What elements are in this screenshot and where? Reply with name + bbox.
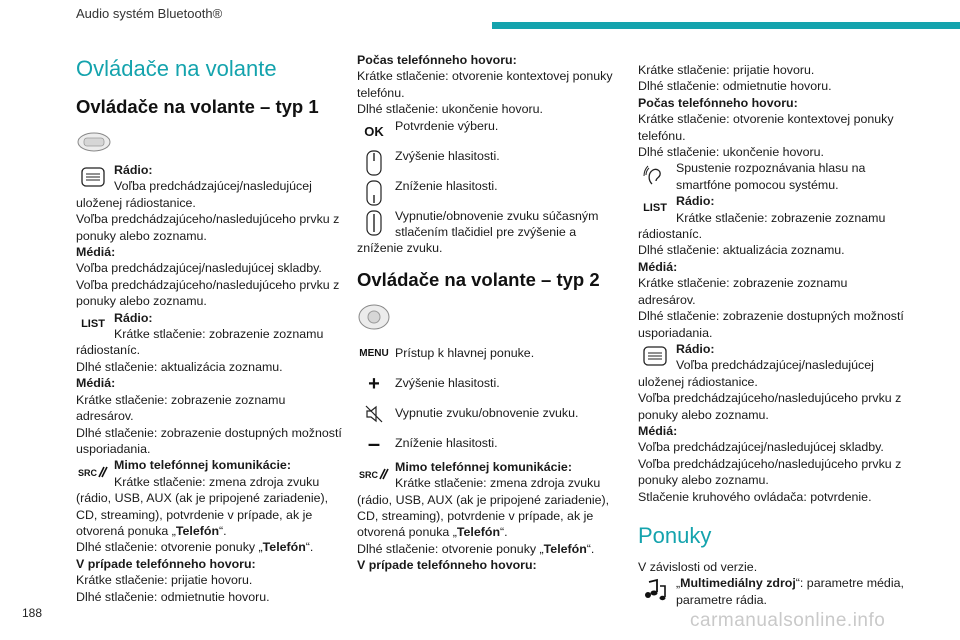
mute2-item <box>357 399 623 429</box>
header-accent-bar <box>492 22 960 29</box>
seek-rocker-icon <box>76 162 110 192</box>
minus-item <box>357 429 623 459</box>
volume-down-text: Zníženie hlasitosti. <box>395 178 498 193</box>
volume-up-item <box>357 148 623 178</box>
radio-line-1: Voľba predchádzajúcej/nasledujúcej uloženej rádiostanice. <box>76 179 312 210</box>
list-item <box>76 310 342 458</box>
list-media-line-1: Krátke stlačenie: zobrazenie zoznamu adresárov. <box>76 392 286 424</box>
version-text: V závislosti od verzie. <box>638 559 758 574</box>
menu-item <box>357 339 623 369</box>
svg-text:SRC: SRC <box>78 468 98 479</box>
volume-down-thumbwheel-icon <box>357 178 391 208</box>
page-header <box>0 0 960 34</box>
list3-radio-label: Rádio: <box>676 194 715 209</box>
section-title: Ovládače na volante <box>76 56 277 81</box>
menu-icon: MENU <box>359 347 389 359</box>
radio3-label: Rádio: <box>676 341 715 356</box>
during3-label: Počas telefónneho hovoru: <box>638 95 798 110</box>
src2-item <box>357 459 623 574</box>
knob-icon <box>638 341 672 371</box>
list3-radio-line-2: Dlhé stlačenie: aktualizácia zoznamu. <box>638 243 845 258</box>
menus-title: Ponuky <box>638 522 712 548</box>
src2-label: Mimo telefónnej komunikácie: <box>395 459 572 474</box>
media3-label: Médiá: <box>638 423 678 438</box>
list-radio-label: Rádio: <box>114 310 153 325</box>
minus-icon: – <box>367 430 381 456</box>
radio-line-2: Voľba predchádzajúceho/nasledujúceho prvku z ponuky alebo zoznamu. <box>76 212 340 243</box>
call-line-1: Krátke stlačenie: prijatie hovoru. <box>76 573 253 588</box>
volume-up-text: Zvýšenie hlasitosti. <box>395 148 500 163</box>
steering-controls-type2-icon <box>357 303 623 333</box>
list-icon: LIST <box>643 202 667 215</box>
src2-line-1-end: “. <box>500 525 508 540</box>
src2-line-2-end: “. <box>586 541 595 556</box>
list-radio-line-1: Krátke stlačenie: zobrazenie zoznamu rádiostaníc. <box>76 327 324 358</box>
src-line-1-end: “. <box>219 523 227 538</box>
page-number: 188 <box>22 606 43 620</box>
knob-item <box>638 341 904 505</box>
ok-text: Potvrdenie výberu. <box>395 118 499 133</box>
call3-line-2: Dlhé stlačenie: odmietnutie hovoru. <box>638 79 832 94</box>
list3-media-line-1: Krátke stlačenie: zobrazenie zoznamu adresárov. <box>638 276 848 307</box>
src2-line-1: Krátke stlačenie: zmena zdroja zvuku (rádio, USB, AUX (ak je pripojené zariadenie), CD, streaming), potvrdenie v prípade, ak je otvorená ponuka „ <box>357 476 610 540</box>
plus-icon: + <box>368 372 380 395</box>
media-line-2: Voľba predchádzajúceho/nasledujúceho prvku z ponuky alebo zoznamu. <box>76 277 340 309</box>
seek-rocker-item <box>76 162 342 310</box>
menu-text: Prístup k hlavnej ponuke. <box>395 345 535 360</box>
volume-down-item <box>357 178 623 208</box>
ok-icon: OK <box>364 124 384 140</box>
multimedia-text: “: parametre média, parametre rádia. <box>676 576 904 607</box>
src-item <box>76 457 342 605</box>
radio3-line-1: Voľba predchádzajúcej/nasledujúcej uloženej rádiostanice. <box>638 358 874 389</box>
voice-text: Spustenie rozpoznávania hlasu na smartfóne pomocou systému. <box>676 161 866 192</box>
media-label: Médiá: <box>76 245 116 260</box>
music-note-icon <box>638 575 672 605</box>
multimedia-term: Multimediálny zdroj <box>680 576 796 591</box>
call3-line-1: Krátke stlačenie: prijatie hovoru. <box>638 63 815 77</box>
src-icon <box>357 459 391 489</box>
list3-media-line-2: Dlhé stlačenie: zobrazenie dostupných možností usporiadania. <box>638 309 904 340</box>
src-line-2-end: “. <box>305 540 314 555</box>
radio-label: Rádio: <box>114 163 153 177</box>
list3-radio-line-1: Krátke stlačenie: zobrazenie zoznamu rádiostaníc. <box>638 210 886 242</box>
src-line-1: Krátke stlačenie: zmena zdroja zvuku (rádio, USB, AUX (ak je pripojené zariadenie), CD, streaming), potvrdenie v prípade, ak je otvorená ponuka „ <box>76 474 329 538</box>
column-2 <box>357 52 623 574</box>
media3-line-1: Voľba predchádzajúcej/nasledujúcej skladby. <box>638 440 884 455</box>
phone-term: Telefón <box>543 541 587 556</box>
src-label: Mimo telefónnej komunikácie: <box>114 458 291 473</box>
header-title: Audio systém Bluetooth® <box>76 6 223 21</box>
phone-term: Telefón <box>456 525 501 540</box>
media3-line-2: Voľba predchádzajúceho/nasledujúceho prvku z ponuky alebo zoznamu. <box>638 456 902 488</box>
radio3-line-2: Voľba predchádzajúceho/nasledujúceho prvku z ponuky alebo zoznamu. <box>638 391 902 422</box>
column-1 <box>76 52 342 605</box>
multimedia-open-quote: „ <box>676 576 681 591</box>
column-3 <box>638 62 904 608</box>
call-line-2: Dlhé stlačenie: odmietnutie hovoru. <box>76 589 270 604</box>
volume-up-thumbwheel-icon <box>357 148 391 178</box>
src2-line-2: Dlhé stlačenie: otvorenie ponuky „ <box>357 541 544 556</box>
multimedia-item <box>638 575 904 608</box>
media-line-1: Voľba predchádzajúcej/nasledujúcej skladby. <box>76 261 322 276</box>
during3-line-2: Dlhé stlačenie: ukončenie hovoru. <box>638 145 824 160</box>
speaker-mute-icon <box>357 399 391 429</box>
call2-label: V prípade telefónneho hovoru: <box>357 558 537 573</box>
mute-text: Vypnutie/obnovenie zvuku súčasným stlačením tlačidiel pre zvýšenie a zníženie zvuku. <box>357 208 599 256</box>
list-media-line-2: Dlhé stlačenie: zobrazenie dostupných možností usporiadania. <box>76 425 342 456</box>
watermark: carmanualsonline.info <box>690 610 886 631</box>
src-icon <box>76 457 110 487</box>
during3-line-1: Krátke stlačenie: otvorenie kontextovej ponuky telefónu. <box>638 112 894 143</box>
voice-item <box>638 160 904 193</box>
steering-controls-type1-icon <box>76 130 342 156</box>
call-label: V prípade telefónneho hovoru: <box>76 556 256 571</box>
ok-item <box>357 118 623 148</box>
mute2-text: Vypnutie zvuku/obnovenie zvuku. <box>395 405 579 420</box>
during-call-label: Počas telefónneho hovoru: <box>357 53 517 67</box>
list-radio-line-2: Dlhé stlačenie: aktualizácia zoznamu. <box>76 359 283 374</box>
src-line-2: Dlhé stlačenie: otvorenie ponuky „ <box>76 540 263 555</box>
minus-text: Zníženie hlasitosti. <box>395 435 498 450</box>
type1-heading: Ovládače na volante – typ 1 <box>76 96 319 117</box>
phone-term: Telefón <box>262 540 306 555</box>
mute-item <box>357 208 623 257</box>
phone-term: Telefón <box>175 523 220 538</box>
list-icon: LIST <box>81 318 105 331</box>
list3-item <box>638 193 904 341</box>
during-call-line-1: Krátke stlačenie: otvorenie kontextovej ponuky telefónu. <box>357 69 613 100</box>
type2-heading: Ovládače na volante – typ 2 <box>357 268 600 290</box>
mute-thumbwheel-icon <box>357 208 391 238</box>
voice-recognition-icon <box>638 160 672 190</box>
list-media-label: Médiá: <box>76 376 116 391</box>
svg-text:SRC: SRC <box>359 469 379 480</box>
list3-media-label: Médiá: <box>638 259 678 274</box>
during-call-line-2: Dlhé stlačenie: ukončenie hovoru. <box>357 102 543 117</box>
plus-text: Zvýšenie hlasitosti. <box>395 375 500 390</box>
knob-text: Stlačenie kruhového ovládača: potvrdenie. <box>638 489 872 504</box>
plus-item <box>357 369 623 399</box>
